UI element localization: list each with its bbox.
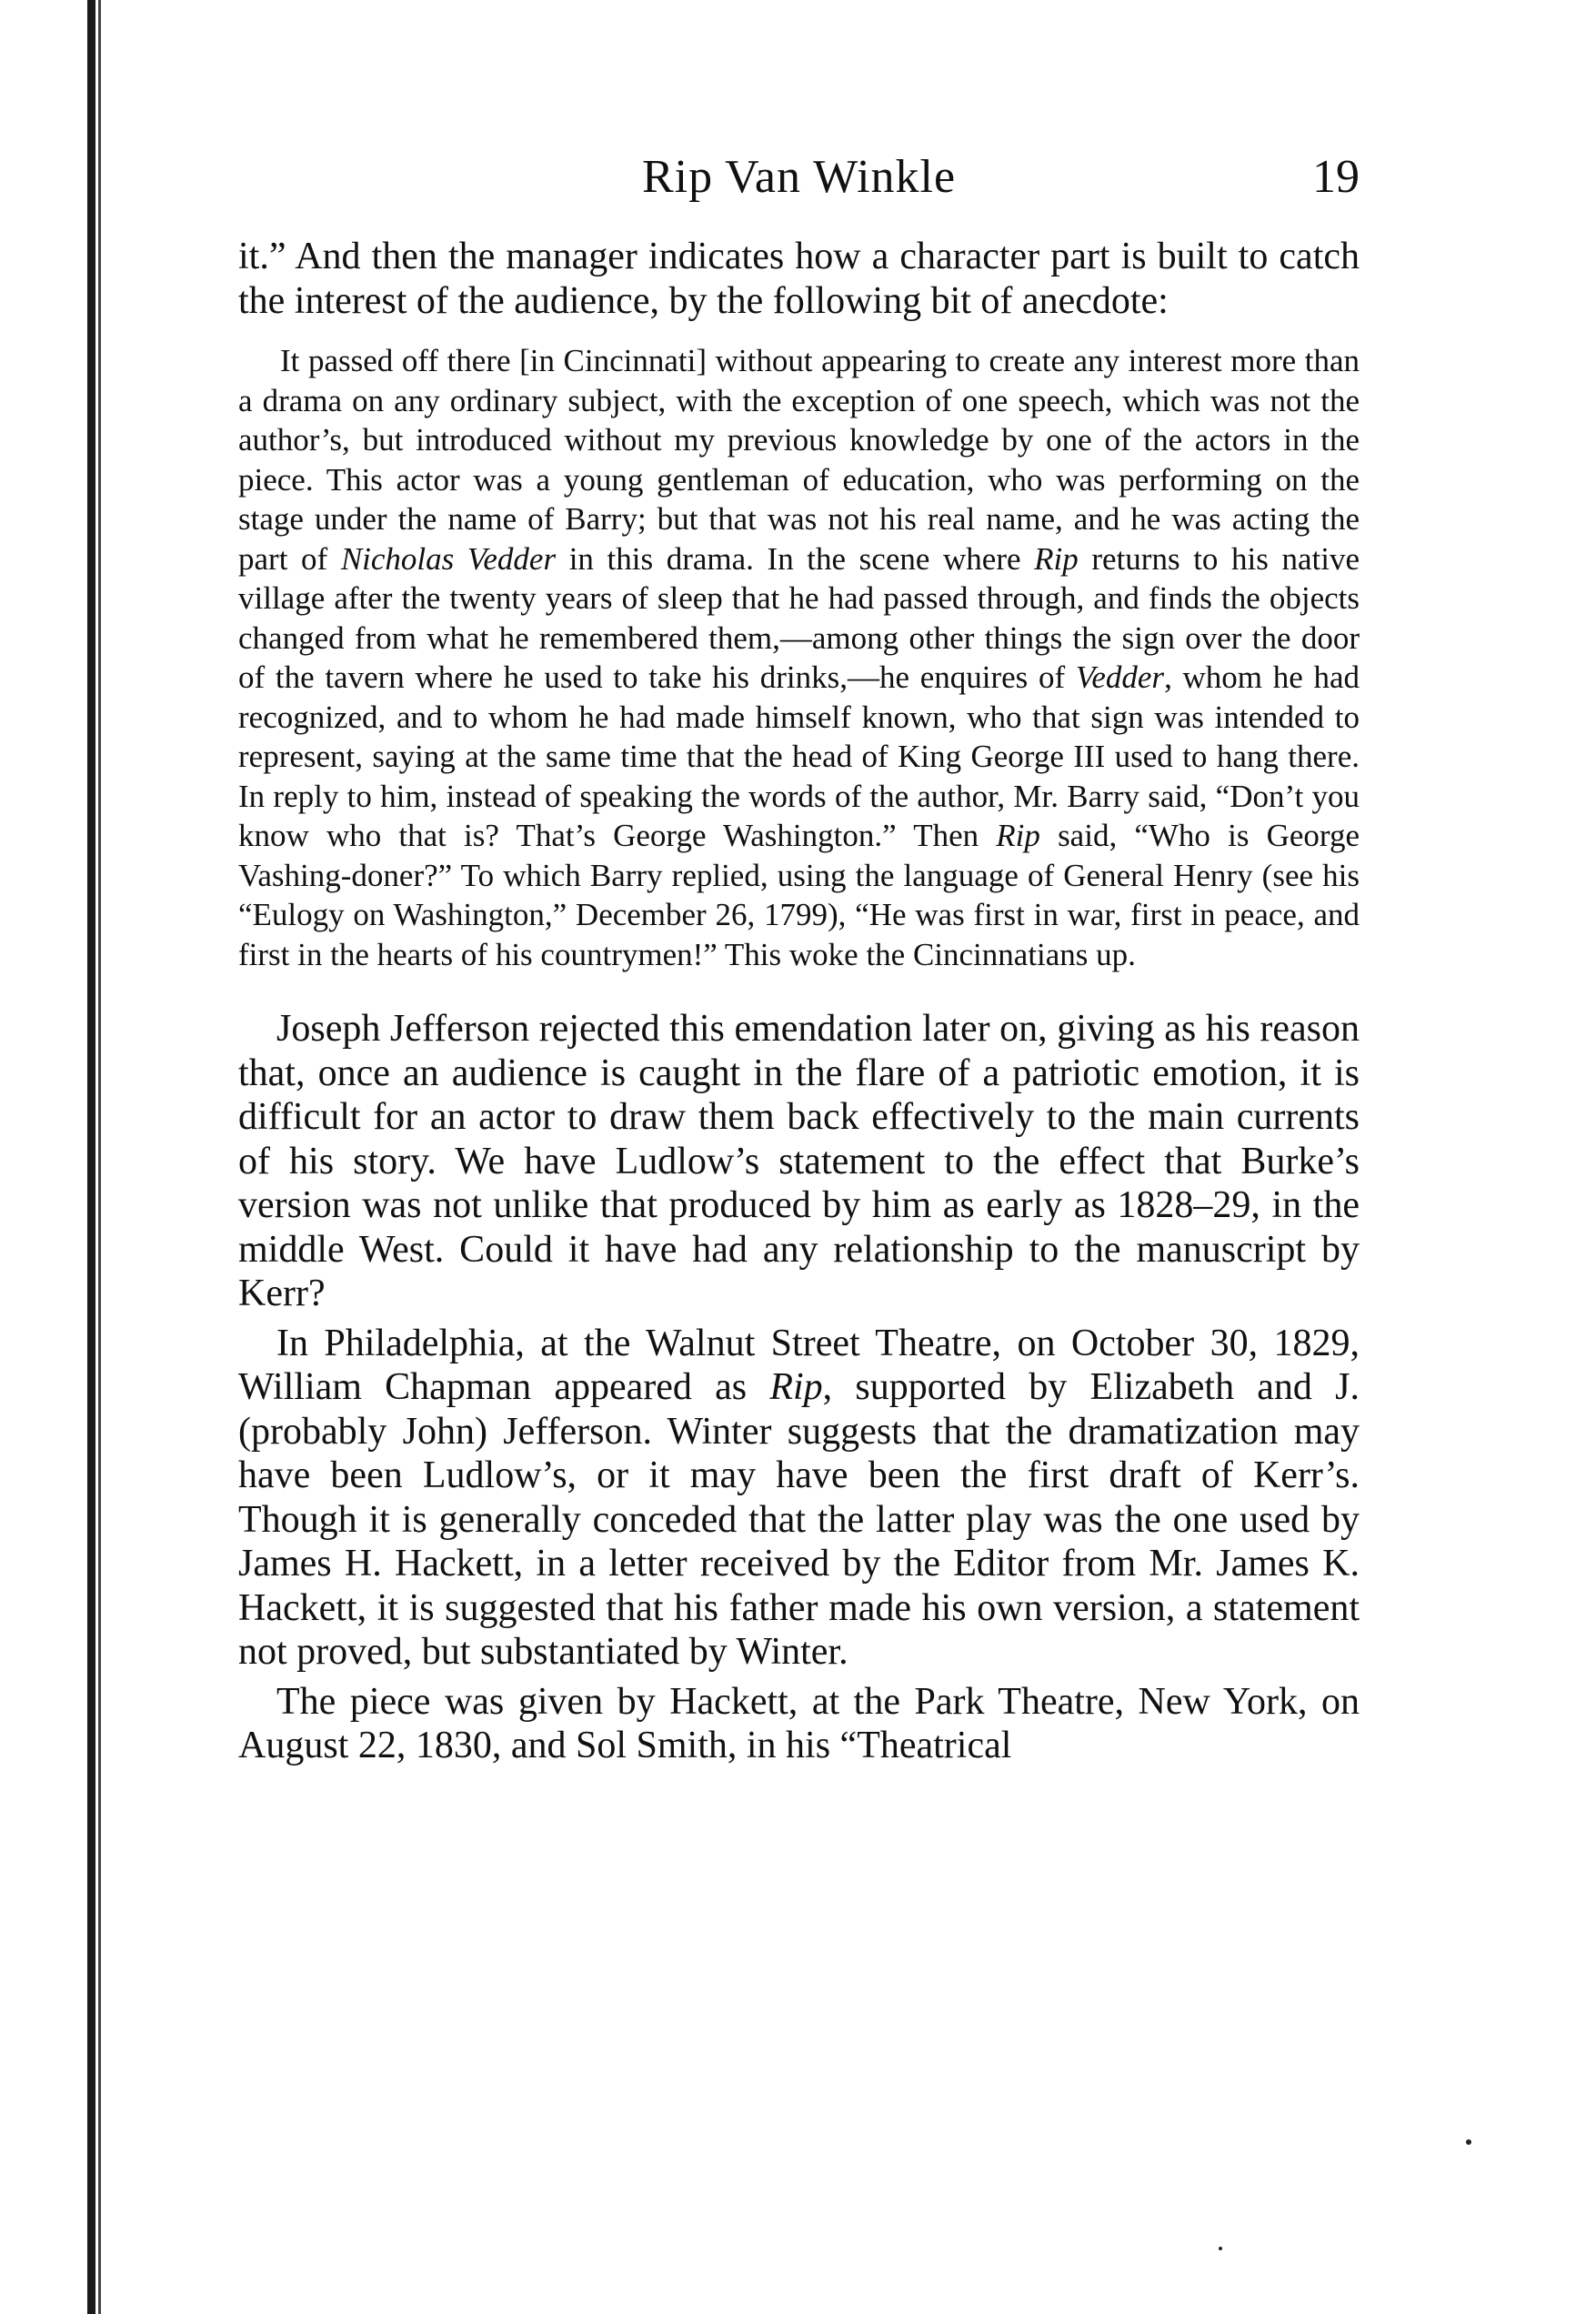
quote-italic-name: Nicholas Vedder (340, 540, 557, 577)
binding-edge (87, 0, 95, 2314)
block-quote (238, 341, 1360, 974)
binding-edge-inner (98, 0, 101, 2314)
quote-text: , whom he had recognized, and to whom he had made himself known, who that sign was intended to represent, saying at the same time that the head of King George III used to hang there. In reply to him, instead of speaking the words of the author, Mr. Barry said, “Don’t you know who that is? That’s George Washington.” Then (238, 659, 1360, 853)
paragraph-text: In Philadelphia, at the Walnut Street Theatre, on October 30, 1829, William Chapman appeared as (238, 1322, 1360, 1408)
paragraph-2: Joseph Jefferson rejected this emendation later on, giving as his reason that, once an audience is caught in the flare of a patriotic emotion, it is difficult for an actor to draw them back effectively to the main currents of his story. We have Ludlow’s statement to the effect that Burke’s version was not unlike that produced by him as early as 1828–29, in the middle West. Could it have had any relationship to the manuscript by Kerr? (238, 1008, 1360, 1314)
quote-italic-name: Vedder (1075, 659, 1165, 695)
running-title: Rip Van Winkle (641, 151, 957, 203)
quote-text: said, “Who is George Vashing-doner?” To which Barry replied, using the language of General Henry (see his “Eulogy on Washington,” December 26, 1799), “He was first in war, first in peace, and first in the hearts of his countrymen!” This woke the Cincinnatians up. (238, 818, 1360, 972)
quote-text: returns to his native village after the twenty years of sleep that he had passed through, and finds the objects changed from what he remembered them,—among other things the sign over the door of the tavern where he used to take his drinks,—he enquires of (238, 540, 1360, 695)
paragraph-4: The piece was given by Hackett, at the Park Theatre, New York, on August 22, 1830, and Sol Smith, in his “Theatrical (238, 1680, 1360, 1766)
paragraph-3 (238, 1322, 1360, 1675)
quote-text: It passed off there [in Cincinnati] without appearing to create any interest more than a drama on any ordinary subject, with the exception of one speech, which was not the author’s, but introduced without my previous knowledge by one of the actors in the piece. This actor was a young gentleman of education, who was performing on the stage under the name of Barry; but that was not his real name, and he was acting the part of (238, 343, 1360, 577)
page-number: 19 (1312, 151, 1360, 203)
scan-speck (1466, 2139, 1471, 2145)
running-head (238, 146, 1360, 209)
quote-text: in this drama. In the scene where (556, 540, 1035, 577)
scan-speck (1219, 2247, 1222, 2250)
quote-italic-name: Rip (1034, 540, 1079, 577)
paragraph-text: , supported by Elizabeth and J. (probably John) Jefferson. Winter suggests that the dramatization may have been Ludlow’s, or it may have been the first draft of Kerr’s. Though it is generally conceded that the latter play was the one used by James H. Hackett, in a letter received by the Editor from Mr. James K. Hackett, it is suggested that his father made his own version, a statement not proved, but substantiated by Winter. (238, 1366, 1360, 1673)
page-body (238, 235, 1360, 1768)
quote-italic-name: Rip (996, 818, 1040, 853)
paragraph-italic-name: Rip (769, 1366, 823, 1408)
intro-paragraph: it.” And then the manager indicates how a character part is built to catch the interest of the audience, by the following bit of anecdote: (238, 236, 1360, 322)
